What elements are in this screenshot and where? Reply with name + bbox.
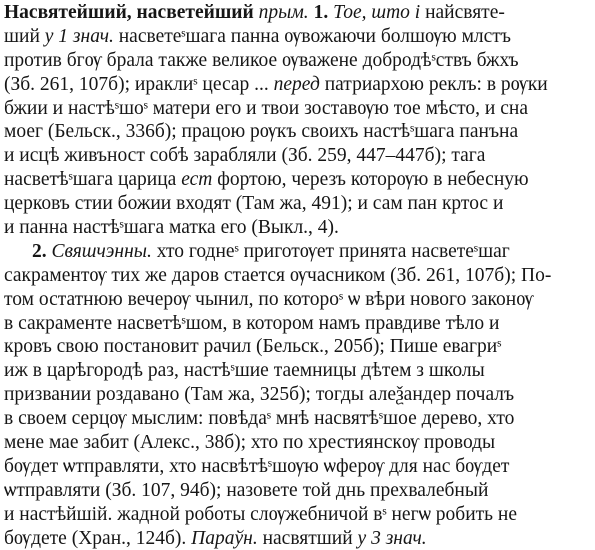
text-span: фортою, черезъ которѹю в небесную — [212, 169, 529, 191]
entry-text-line — [4, 144, 589, 168]
text-span: призвании роздавано (Там жа, 325б); тогды алеѯандер почалъ — [4, 384, 515, 406]
text-span: насветеˢшага панна ѹвожаючи болшѹю млстъ — [113, 25, 511, 47]
text-span: моег — [4, 121, 43, 143]
text-span: кровъ свою постановит рачил (Бельск., 205б); Пише евагриˢ — [4, 336, 502, 358]
entry-text-line — [4, 216, 589, 240]
text-span: найсвяте- — [420, 2, 505, 23]
text-span: (Зб. 259, 447–447б); тага — [276, 145, 486, 167]
text-span: ѡтправляти (Зб. 107, 94б); назовете той днь прехвалебный — [4, 479, 489, 501]
text-span: насветѣˢшага царица — [4, 169, 182, 191]
entry-text-line — [4, 431, 589, 455]
text-span: Параўн. — [191, 527, 258, 549]
headword: Насвятейший, насветейший — [4, 2, 254, 23]
text-span: Тое, што і — [328, 2, 421, 23]
text-span: в сакраменте насветѣˢшом, в котором намъ правдиве тѣло и — [4, 312, 500, 334]
text-span: (Там жа, 491); и сам пан кртос и — [230, 193, 504, 215]
entry-heading-line — [4, 1, 589, 25]
entry-text-line — [4, 312, 589, 336]
entry-text-line — [4, 168, 589, 192]
text-span: насвятший — [257, 527, 358, 549]
text-span: бжии и настѣˢшоˢ матери его и твои зоставѹю тое мѣсто, и сна — [4, 97, 528, 119]
entry-text-line — [4, 73, 589, 97]
text-span: у 1 знач. — [44, 25, 114, 47]
text-span: против бгѹ брала также великое ѹваженe добродѣˢствъ бжхъ — [4, 49, 519, 71]
text-span: у 3 знач. — [357, 527, 427, 549]
text-span: церковъ стии божии входят — [4, 193, 231, 215]
entry-text-line — [4, 359, 589, 383]
text-span: перед — [273, 73, 320, 95]
text-span: хто годнеˢ приготѹет принята насветеˢшаг — [151, 240, 510, 262]
entry-text-line — [4, 479, 589, 503]
entry-text-line — [4, 503, 589, 527]
text-span: и панна настѣˢшага матка его (Выкл., 4). — [4, 217, 339, 239]
text-span: патриархою реклъ: в рѹки — [319, 73, 548, 95]
text-span: ест — [181, 169, 213, 191]
dictionary-entry — [4, 1, 589, 550]
entry-text-line — [4, 49, 589, 73]
text-span: (Зб. 261, 107б); ираклиˢ цесар ... — [4, 73, 274, 95]
text-span: и исцѣ живъност собѣ зарабляли — [4, 145, 277, 167]
text-span: иж в царѣгородѣ раз, настѣˢшие таемницы дѣтем з школы — [4, 360, 485, 382]
entry-text-line — [4, 527, 589, 550]
text-span: бѹдете (Хран., 124б). — [4, 527, 192, 549]
text-span: том остатнюю вечерѹ чынил, по которoˢ ѡ вѣри нового законѹ — [4, 288, 534, 310]
text-span: в своем серцѹ мыслим: повѣдаˢ мнѣ насвятѣˢшое дерево, хто — [4, 408, 515, 430]
entry-text-line — [4, 97, 589, 121]
text-span: бѹдет ѡтправляти, хто насвѣтѣˢшѹю ѡферѹ для нас бѹдет — [4, 455, 510, 477]
text-span: 1. — [313, 2, 329, 23]
entry-text-line — [4, 25, 589, 49]
entry-text-line — [4, 383, 589, 407]
text-span: Свяшчэнны. — [46, 240, 152, 262]
entry-text-line — [4, 264, 589, 288]
sense-2-line — [4, 240, 589, 264]
text-span: мене мае забит (Алекс., 38б); хто по хрестиянскѹ проводы — [4, 432, 496, 454]
entry-text-line — [4, 120, 589, 144]
entry-text-line — [4, 335, 589, 359]
entry-text-line — [4, 192, 589, 216]
text-span: ший — [4, 25, 45, 47]
entry-text-line — [4, 288, 589, 312]
entry-text-line — [4, 455, 589, 479]
text-span: и настѣйшій. жадной роботы слѹжебничой вˢ негѡ робить не — [4, 503, 518, 525]
entry-text-line — [4, 407, 589, 431]
text-span: сакраментѹ тих же даров стается ѹчасником (Зб. 261, 107б); По- — [4, 264, 552, 286]
text-span: 2. — [32, 240, 47, 262]
text-span: прым. — [253, 2, 314, 23]
text-span: (Бельск., 336б); працою рѹкъ своихъ настѣˢшага панъна — [42, 121, 519, 143]
